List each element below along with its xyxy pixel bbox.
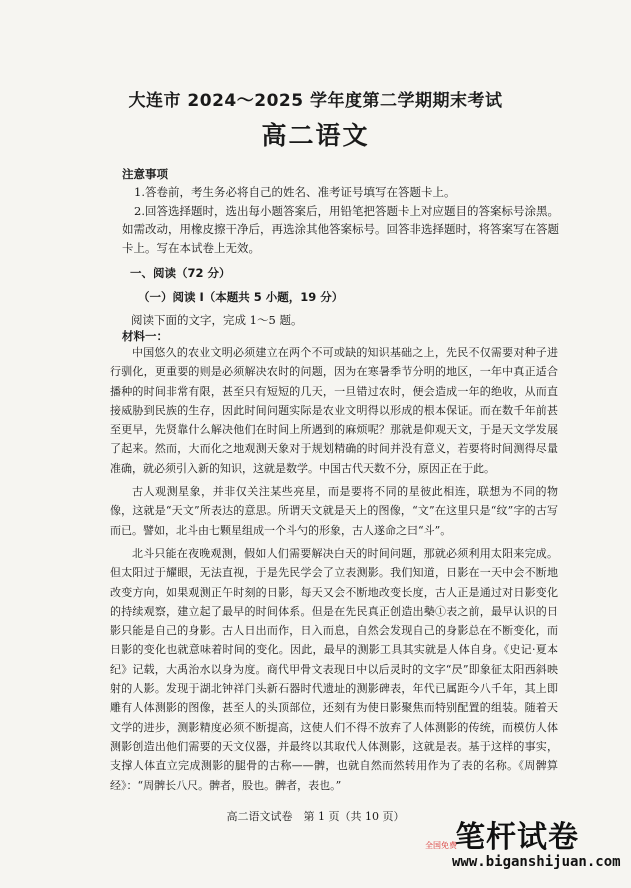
watermark-name: 笔杆试卷 (455, 820, 579, 855)
notice-list (122, 183, 560, 257)
notice-title: 注意事项 (122, 167, 168, 181)
passage (110, 343, 558, 799)
watermark-url: www.biganshijuan.com (452, 854, 621, 870)
passage-paragraph-3: 北斗只能在夜晚观测，假如人们需要解决白天的时间问题，那就必须利用太阳来完成。但太阳过于耀眼，无法直视，于是先民学会了立表测影。我们知道，日影在一天中会不断地改变方向，如果观测正午时刻的日影，每天又会不断地改变长度，古人正是通过对日影变化的持续观察，建立起了最早的时间体系。但是在先民真正创造出槷①表之前，最早认识的日影只能是自己的身影。古人日出而作，日入而息，自然会发现自己的身影总在不断变化，而日影的变化也就意味着时间的变化。因此，最早的测影工具其实就是人体自身。《史记·夏本纪》记载，大禹治水以身为度。商代甲骨文表现日中以后灵时的文字“昃”即象征太阳西斜映射的人影。发现于湖北钟祥门头新石器时代遗址的测影碑表，年代已属距今八千年，其上即雕有人体测影的图像，甚至人的头顶部位，还刻有为使日影聚焦而特别配置的组装。随着天文学的进步，测影精度必须不断提高，这使人们不得不放弃了人体测影的传统，而模仿人体测影创造出他们需要的天文仪器，并最终以其取代人体测影，这就是表。基于这样的事实，支撑人体直立完成测影的腿骨的古称——髀，也就自然而然转用作为了表的名称。《周髀算经》：“周髀长八尺。髀者，股也。髀者，表也。” (110, 546, 558, 792)
exam-title: 大连市 2024～2025 学年度第二学期期末考试 (128, 91, 503, 111)
watermark-badge: 全国免费 (425, 841, 457, 850)
passage-paragraph-2: 古人观测星象，并非仅关注某些亮星，而是要将不同的星彼此相连，联想为不同的物像，这就是“天文”所表达的意思。所谓天文就是天上的图像，“文”在这里只是“纹”字的古写而已。譬如，北斗由七颗星组成一个斗勺的形象，古人遂命之曰“斗”。 (110, 485, 558, 537)
passage-paragraph-1: 中国悠久的农业文明必须建立在两个不可或缺的知识基础之上，先民不仅需要对种子进行驯化，更重要的则是必须解决农时的问题，因为在寒暑季节分明的地区，一年中真正适合播种的时间非常有限，甚至只有短短的几天，一旦错过农时，便会造成一年的绝收，从而直接威胁到民族的生存，因此时间问题实际是农业文明得以形成的根本保证。而在数千年前甚至更早，先贤靠什么解决他们在时间上所遇到的麻烦呢？那就是仰观天文，于是天文学发展了起来。然而，大而化之地观测天象对于规划精确的时间并没有意义，若要将时间测得尽量准确，就必须引入新的知识，这就是数学。中国古代天数不分，原因正在于此。 (110, 346, 558, 475)
instruction: 阅读下面的文字，完成 1～5 题。 (131, 313, 303, 327)
notice-item-2: 2.回答选择题时，选出每小题答案后，用铅笔把答题卡上对应题目的答案标号涂黑。如需改动，用橡皮擦干净后，再选涂其他答案标号。回答非选择题时，将答案写在答题卡上。写在本试卷上无效。 (122, 203, 559, 255)
section-title: 一、阅读（72 分） (130, 266, 231, 280)
subsection-title: （一）阅读 I（本题共 5 小题，19 分） (138, 290, 344, 304)
material-label: 材料一： (122, 329, 168, 343)
subject-title: 高二语文 (261, 121, 370, 150)
notice-item-1: 1.答卷前，考生务必将自己的姓名、准考证号填写在答题卡上。 (134, 185, 456, 199)
page-footer: 高二语文试卷 第 1 页（共 10 页） (226, 810, 405, 823)
